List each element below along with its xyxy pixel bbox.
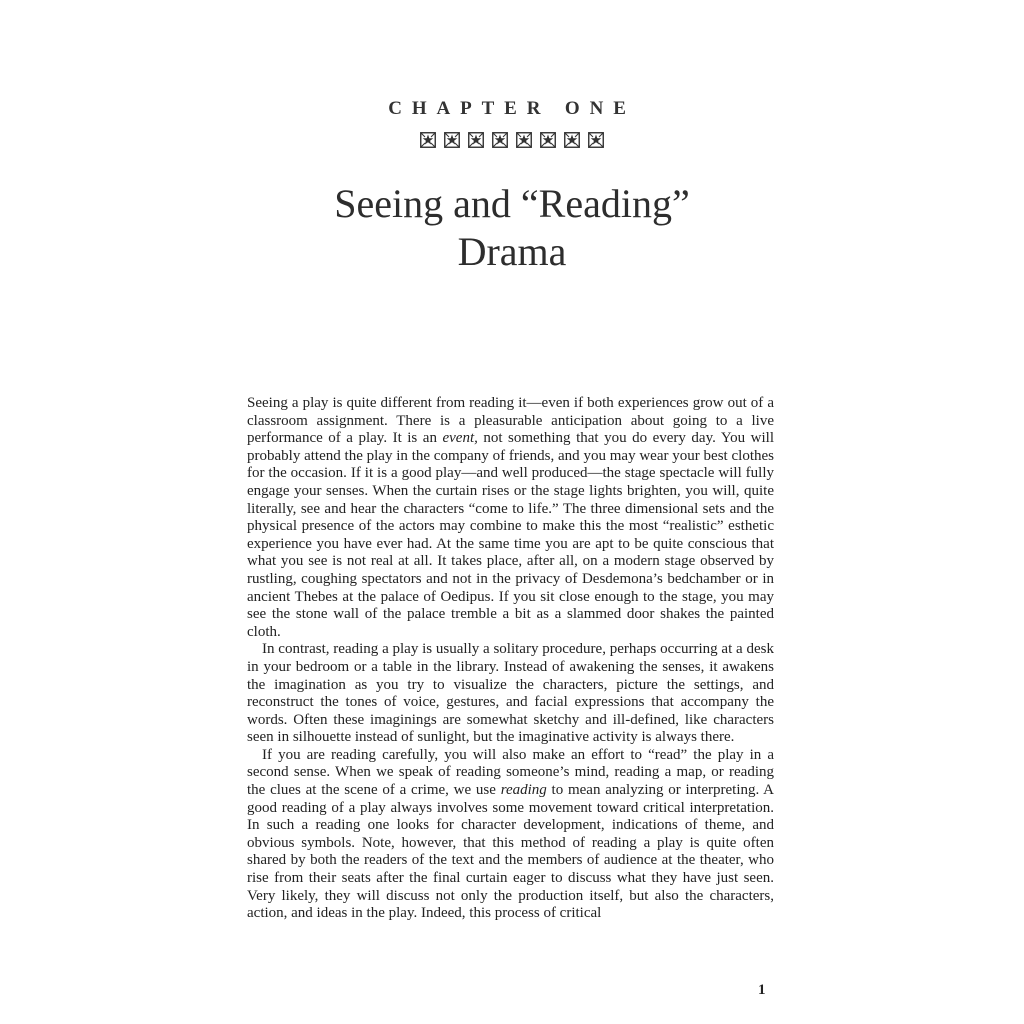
- chapter-label: CHAPTER ONE: [388, 98, 636, 119]
- body-text: [247, 395, 774, 923]
- star-ornament-icon: [420, 132, 436, 148]
- star-ornament-icon: [516, 132, 532, 148]
- star-ornament-icon: [468, 132, 484, 148]
- star-ornament-icon: [444, 132, 460, 148]
- italic-text: reading: [500, 782, 547, 799]
- italic-text: event,: [442, 430, 478, 447]
- star-ornament-icon: [588, 132, 604, 148]
- chapter-title-line-1: Seeing and “Reading”: [334, 181, 690, 226]
- paragraph-text: not something that you do every day. You will probably attend the play in the company of friends, and you may wear your best clothes for the occasion. If it is a good play—and well produced—the stage spectacle will fully engage your senses. When the curtain rises or the stage lights brighten, you will, quite literally, see and hear the characters “come to life.” The three dimensional sets and the physical presence of the actors may combine to make this the most “realistic” esthetic experience you have ever had. At the same time you are apt to be quite conscious that what you see is not real at all. It takes place, after all, on a modern stage observed by rustling, coughing spectators and not in the privacy of Desdemona’s bedchamber or in ancient Thebes at the palace of Oedipus. If you sit close enough to the stage, you may see the stone wall of the palace tremble a bit as a slammed door shakes the painted cloth.: [247, 430, 774, 640]
- paragraph: [247, 641, 774, 747]
- chapter-title-line-2: Drama: [457, 229, 567, 274]
- paragraph: [247, 395, 774, 641]
- paragraph-text: to mean analyzing or interpreting. A good reading of a play always involves some movement toward critical interpretation. In such a reading one looks for character development, indications of theme, and obvious symbols. Note, however, that this method of reading a play is quite often shared by both the readers of the text and the members of audience at the theater, who rise from their seats after the final curtain eager to discuss what they have just seen. Very likely, they will discuss not only the production itself, but also the characters, action, and ideas in the play. Indeed, this process of critical: [247, 782, 775, 922]
- paragraph-text: Seeing a play is quite different from reading it—even if both experiences grow out of a classroom assignment. There is a pleasurable anticipation about going to a live performance of a play. It is an: [247, 395, 774, 447]
- star-ornament-icon: [492, 132, 508, 148]
- chapter-title: [0, 180, 1024, 276]
- paragraph-text: If you are reading carefully, you will also make an effort to “read” the play in a second sense. When we speak of reading someone’s mind, reading a map, or reading the clues at the scene of a crime, we use: [247, 746, 774, 799]
- star-ornament-icon: [564, 132, 580, 148]
- page-number: 1: [758, 982, 766, 998]
- paragraph: [247, 747, 774, 923]
- star-ornament-icon: [540, 132, 556, 148]
- paragraph-text: In contrast, reading a play is usually a solitary procedure, perhaps occurring at a desk in your bedroom or a table in the library. Instead of awakening the senses, it awakens the imagination as you try to visualize the characters, picture the settings, and reconstruct the tones of voice, gestures, and facial expressions that accompany the words. Often these imaginings are somewhat sketchy and ill-defined, like characters seen in silhouette instead of sunlight, but the imaginative activity is always there.: [247, 641, 774, 746]
- ornament-row: [0, 132, 1024, 148]
